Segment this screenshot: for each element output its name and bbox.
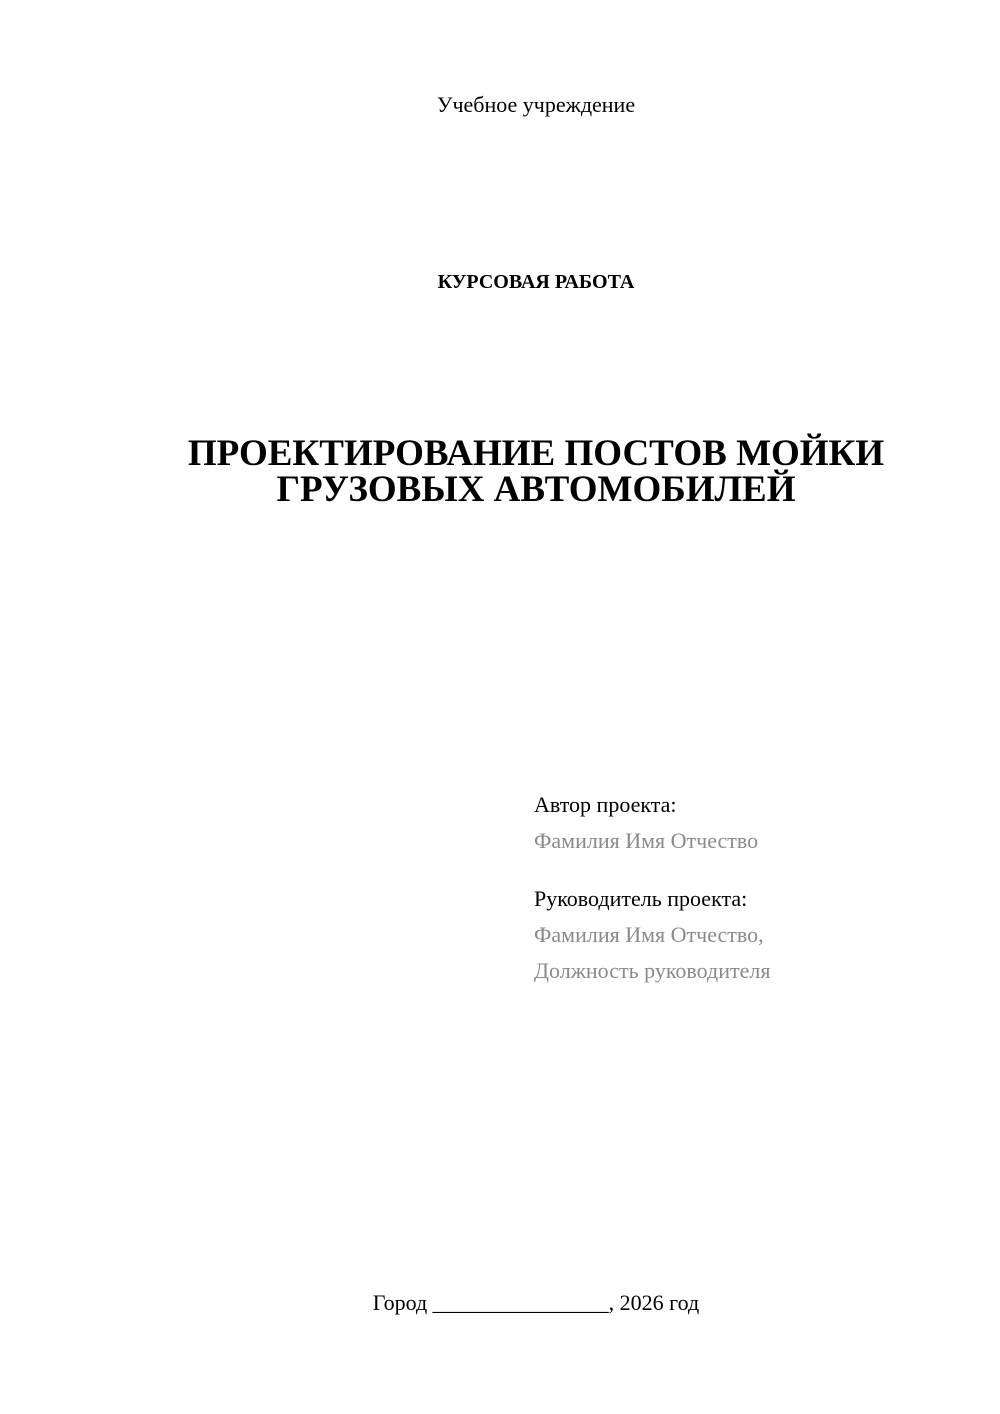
supervisor-label: Руководитель проекта: (534, 886, 748, 911)
project-title (100, 433, 972, 510)
work-type-heading: КУРСОВАЯ РАБОТА (437, 271, 635, 293)
author-label: Автор проекта: (534, 792, 677, 817)
authorship-block (534, 787, 974, 989)
supervisor-position-placeholder: Должность руководителя (534, 958, 771, 983)
project-title-line-1: ПРОЕКТИРОВАНИЕ ПОСТОВ МОЙКИ (187, 433, 885, 474)
author-name-placeholder: Фамилия Имя Отчество (534, 828, 759, 853)
supervisor-block (534, 881, 974, 989)
author-block (534, 787, 974, 859)
city-year-line: Город ________________, 2026 год (372, 1290, 700, 1315)
project-title-line-2: ГРУЗОВЫХ АВТОМОБИЛЕЙ (276, 469, 796, 510)
institution-name: Учебное учреждение (436, 92, 636, 117)
supervisor-name-placeholder: Фамилия Имя Отчество, (534, 922, 764, 947)
